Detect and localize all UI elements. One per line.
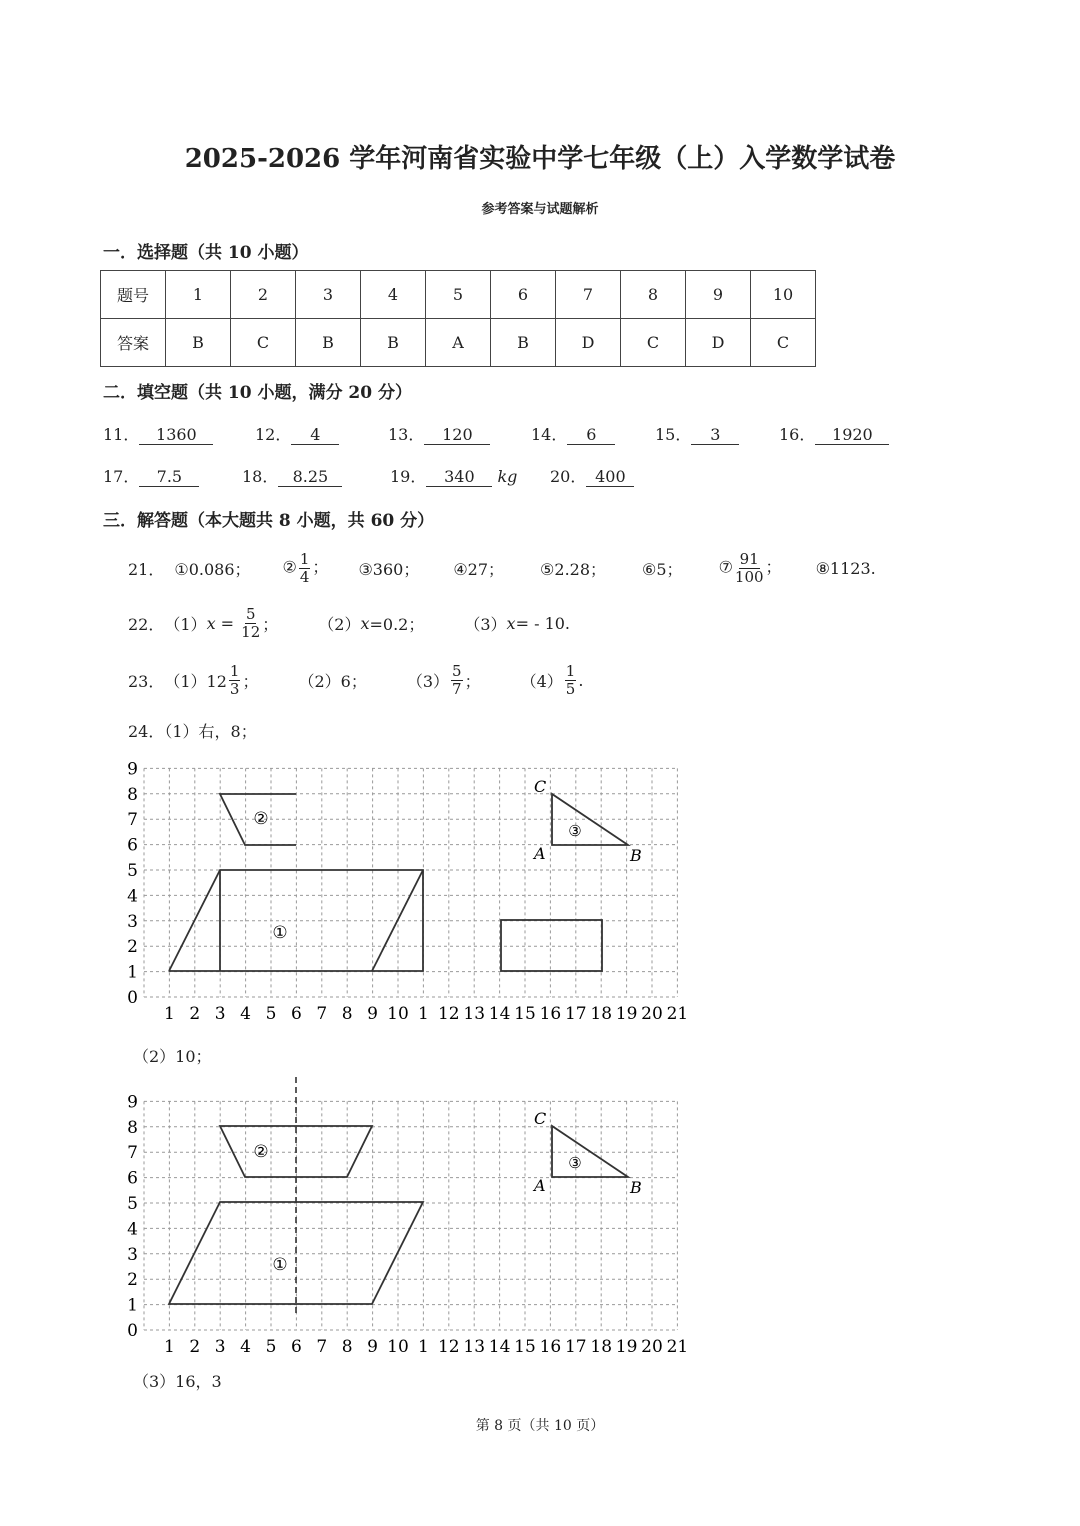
fill-answer: 4 (291, 425, 339, 445)
table-cell: C (231, 319, 296, 367)
y-tick-label: 7 (127, 1143, 138, 1164)
grid-x-ticks (164, 1337, 688, 1357)
q-number: 22． (128, 614, 165, 634)
item-number: 17． (103, 467, 140, 486)
fraction (229, 663, 241, 697)
numerator: 1 (565, 662, 576, 680)
part-label: （4） (520, 671, 563, 691)
table-cell: 5 (426, 271, 491, 319)
page-title: 2025-2026 学年河南省实验中学七年级（上）入学数学试卷 (184, 144, 896, 174)
x-tick-label: 2 (189, 1004, 201, 1024)
part-label: （2） (318, 614, 361, 634)
table-cell: 10 (751, 271, 816, 319)
table-cell: B (296, 319, 361, 367)
answer-part: ⑥5； (642, 559, 683, 579)
table-row (101, 271, 816, 319)
q24-part2: （2）10； (133, 1047, 212, 1066)
x-tick-label: 16 (539, 1004, 562, 1024)
y-tick-label: 6 (127, 1168, 138, 1189)
point-b-label: B (630, 846, 642, 865)
q23-row (128, 662, 583, 698)
part-label: （3） (464, 614, 507, 634)
fraction (299, 551, 311, 585)
y-tick-label: 1 (127, 962, 138, 983)
circled-number: ⑦ (718, 557, 733, 577)
x-tick-label: 15 (514, 1004, 536, 1024)
table-header-cell: 答案 (101, 319, 166, 367)
table-cell: D (686, 319, 751, 367)
answer-part: = - 10. (515, 613, 571, 633)
answer-table (100, 270, 816, 367)
equals-sign: = (215, 613, 240, 633)
item-number: 12． (255, 425, 292, 444)
answer-part: ①0.086； (174, 559, 251, 579)
x-tick-label: 20 (641, 1004, 663, 1024)
rectangle-shape (501, 920, 602, 971)
x-tick-label: 2 (189, 1337, 201, 1357)
shape-2-label: ② (253, 809, 269, 829)
x-tick-label: 3 (214, 1337, 226, 1357)
point-c-label: C (534, 777, 547, 796)
x-tick-label: 18 (590, 1004, 613, 1024)
point-a-label: A (534, 1176, 546, 1195)
part-label: （3） (406, 671, 450, 691)
y-tick-label: 5 (127, 1194, 138, 1214)
denominator: 4 (299, 567, 310, 586)
table-cell: 4 (361, 271, 426, 319)
shape-3-outline (552, 794, 628, 845)
fill-answer: 120 (424, 425, 490, 445)
x-tick-label: 17 (564, 1337, 587, 1357)
fill-item-11 (103, 422, 213, 445)
shape-1-label: ① (272, 923, 288, 943)
y-tick-label: 3 (127, 911, 138, 932)
x-tick-label: 6 (290, 1337, 302, 1357)
item-number: 18． (242, 467, 279, 486)
circled-number: ② (282, 557, 297, 577)
y-tick-label: 9 (127, 759, 138, 780)
x-tick-label: 21 (666, 1004, 689, 1024)
x-tick-label: 13 (463, 1337, 486, 1357)
fill-answer: 1920 (815, 425, 889, 445)
answer-part: （2）6； (298, 671, 367, 691)
table-cell: 7 (556, 271, 621, 319)
table-cell: C (621, 319, 686, 367)
table-cell: B (166, 319, 231, 367)
x-tick-label: 20 (641, 1337, 663, 1357)
fill-item-12 (255, 422, 339, 445)
fill-item-17 (103, 464, 199, 487)
item-number: 16． (779, 425, 816, 444)
fraction (565, 663, 577, 697)
fill-answer: 6 (567, 425, 615, 445)
answer-part: ⑤2.28； (540, 559, 607, 579)
punct: ； (765, 557, 782, 577)
q-number: 21． (128, 559, 165, 579)
x-tick-label: 14 (488, 1004, 511, 1024)
x-tick-label: 12 (437, 1337, 460, 1357)
y-tick-label: 8 (127, 1117, 138, 1138)
table-cell: 1 (166, 271, 231, 319)
y-tick-label: 4 (127, 886, 138, 907)
fill-item-19 (390, 464, 517, 487)
item-number: 13． (388, 425, 425, 444)
item-number: 11． (103, 425, 140, 444)
x-tick-label: 15 (514, 1337, 536, 1357)
x-tick-label: 13 (463, 1004, 486, 1024)
y-tick-label: 5 (127, 861, 138, 881)
q24-part3: （3）16，3 (133, 1372, 222, 1391)
y-tick-label: 0 (127, 988, 138, 1008)
grid-y-ticks (127, 1092, 138, 1341)
section2-heading: 二．填空题（共 10 小题，满分 20 分） (103, 383, 412, 403)
x-tick-label: 12 (437, 1004, 460, 1024)
item-number: 14． (531, 425, 568, 444)
page-subtitle: 参考答案与试题解析 (481, 202, 599, 217)
item-number: 19． (390, 467, 427, 486)
numerator: 1 (299, 550, 310, 568)
y-tick-label: 4 (127, 1219, 138, 1240)
denominator: 12 (241, 622, 261, 641)
x-tick-label: 3 (214, 1004, 226, 1024)
section1-heading: 一．选择题（共 10 小题） (103, 243, 309, 263)
x-tick-label: 19 (615, 1004, 638, 1024)
q22-row (128, 605, 570, 641)
answer-part: ③360； (358, 559, 420, 579)
fill-answer: 7.5 (139, 467, 199, 487)
numerator: 91 (739, 550, 759, 568)
q24-part1: 24．（1）右，8； (128, 722, 257, 741)
x-tick-label: 4 (240, 1337, 252, 1357)
punct: ； (242, 671, 259, 691)
table-header-cell: 题号 (101, 271, 166, 319)
denominator: 3 (229, 679, 240, 698)
x-tick-label: 9 (367, 1004, 379, 1024)
x-tick-label: 9 (367, 1337, 379, 1357)
table-cell: C (751, 319, 816, 367)
x-tick-label: 19 (615, 1337, 638, 1357)
x-tick-label: 5 (265, 1337, 277, 1357)
x-tick-label: 1 (163, 1337, 175, 1357)
denominator: 100 (734, 567, 764, 586)
fill-item-18 (242, 464, 342, 487)
x-tick-label: 1 (417, 1004, 429, 1024)
x-tick-label: 18 (590, 1337, 613, 1357)
fill-answer: 3 (691, 425, 739, 445)
fill-item-13 (388, 422, 490, 445)
grid-y-ticks (127, 759, 138, 1008)
shape-3-label: ③ (568, 822, 582, 840)
table-cell: 6 (491, 271, 556, 319)
page-footer: 第 8 页（共 10 页） (475, 1418, 605, 1434)
x-tick-label: 8 (341, 1004, 353, 1024)
punct: ； (464, 671, 481, 691)
punct: ； (262, 614, 279, 634)
grid-figure-1 (120, 755, 700, 1030)
fraction (451, 663, 463, 697)
table-cell: 8 (621, 271, 686, 319)
variable: x (360, 613, 370, 633)
punct: . (578, 670, 584, 690)
answer-part (719, 551, 782, 585)
y-tick-label: 6 (127, 835, 138, 856)
table-cell: 2 (231, 271, 296, 319)
punct: ； (312, 557, 329, 577)
y-tick-label: 1 (127, 1295, 138, 1316)
x-tick-label: 14 (488, 1337, 511, 1357)
y-tick-label: 2 (127, 937, 138, 958)
numerator: 1 (229, 662, 240, 680)
point-b-label: B (630, 1178, 642, 1197)
denominator: 5 (565, 679, 576, 698)
fill-answer: 400 (586, 467, 634, 487)
fill-item-20 (550, 464, 634, 487)
shape-3-outline (552, 1126, 628, 1177)
x-tick-label: 1 (163, 1004, 175, 1024)
variable: x (506, 613, 516, 633)
x-tick-label: 16 (539, 1337, 562, 1357)
y-tick-label: 0 (127, 1321, 138, 1341)
answer-part: ⑧1123. (815, 558, 876, 578)
table-cell: 3 (296, 271, 361, 319)
x-tick-label: 5 (265, 1004, 277, 1024)
item-number: 15． (655, 425, 692, 444)
table-cell: B (361, 319, 426, 367)
numerator: 5 (245, 605, 256, 623)
x-tick-label: 4 (240, 1004, 252, 1024)
q-number: 23． (128, 671, 165, 691)
table-cell: D (556, 319, 621, 367)
table-row (101, 319, 816, 367)
part-label: （1） (164, 614, 207, 634)
part-label: （1）12 (164, 671, 227, 691)
item-number: 20． (550, 467, 587, 486)
table-cell: 9 (686, 271, 751, 319)
unit-label: kg (497, 467, 518, 486)
shape-1-label: ① (272, 1255, 288, 1275)
numerator: 5 (452, 662, 462, 680)
fill-item-16 (779, 422, 889, 445)
shape-2-label: ② (253, 1142, 269, 1162)
fraction (735, 551, 764, 585)
y-tick-label: 7 (127, 810, 138, 831)
fill-answer: 1360 (139, 425, 213, 445)
x-tick-label: 21 (666, 1337, 689, 1357)
x-tick-label: 1 (417, 1337, 429, 1357)
fill-item-15 (655, 422, 739, 445)
fill-item-14 (531, 422, 615, 445)
x-tick-label: 7 (316, 1004, 328, 1024)
x-tick-label: 17 (564, 1004, 587, 1024)
answer-part (283, 551, 329, 585)
answer-part: ④27； (453, 559, 505, 579)
x-tick-label: 7 (316, 1337, 328, 1357)
answer-part: =0.2； (369, 614, 425, 634)
x-tick-label: 10 (387, 1337, 409, 1357)
x-tick-label: 10 (387, 1004, 409, 1024)
x-tick-label: 8 (341, 1337, 353, 1357)
point-a-label: A (534, 844, 546, 863)
y-tick-label: 2 (127, 1270, 138, 1291)
fill-answer: 340 (426, 467, 492, 487)
table-cell: A (426, 319, 491, 367)
fill-answer: 8.25 (278, 467, 342, 487)
shape-3-label: ③ (568, 1154, 582, 1172)
table-cell: B (491, 319, 556, 367)
point-c-label: C (534, 1109, 547, 1128)
grid-x-ticks (164, 1004, 688, 1024)
grid-figure-2 (120, 1075, 700, 1365)
y-tick-label: 9 (127, 1092, 138, 1113)
variable: x (206, 613, 216, 633)
section3-heading: 三．解答题（本大题共 8 小题，共 60 分） (103, 511, 435, 531)
q21-row (128, 550, 876, 586)
denominator: 7 (452, 679, 462, 698)
fraction (241, 606, 260, 640)
y-tick-label: 8 (127, 784, 138, 805)
y-tick-label: 3 (127, 1244, 138, 1265)
x-tick-label: 6 (290, 1004, 302, 1024)
